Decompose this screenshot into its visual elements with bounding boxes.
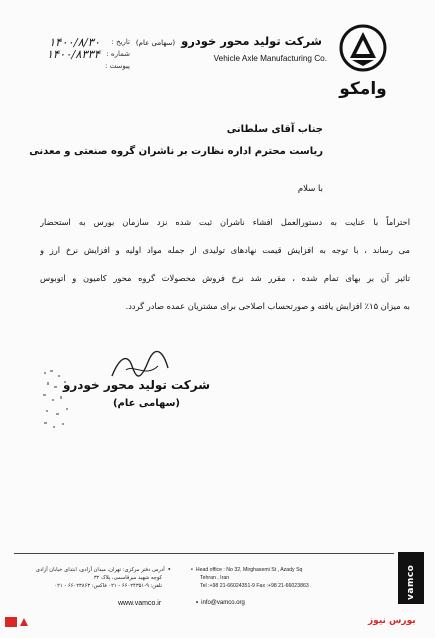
footer-address-fa — [35, 566, 174, 590]
footer-en-line: Tehran , Iran — [200, 575, 230, 581]
footer-en-line: Tel :+98 21-66024351-9 Fax :+98 21-66023863 — [200, 583, 309, 589]
number-label: شماره : — [106, 50, 130, 58]
footer-divider — [14, 553, 394, 554]
body-line: تاثیر آن بر بهای تمام شده ، مقرر شد نرخ فروش محصولات گروه محور کامیون و اتوبوس — [40, 273, 410, 283]
body-line: به میزان ۱۵٪ افزایش یافته و صورتحساب اصلاحی برای مشتریان عمده صادر گردد. — [125, 301, 410, 311]
company-name-fa-suffix: (سهامی عام) — [135, 39, 176, 47]
company-name-en: Vehicle Axle Manufacturing Co. — [213, 54, 327, 63]
attachment-label: پیوست : — [105, 62, 130, 70]
logo-wordmark: وامکو — [339, 79, 387, 99]
email-link[interactable] — [193, 600, 245, 606]
watermark-logo — [4, 614, 34, 630]
side-brand-text: vamco — [406, 564, 416, 600]
number-row — [22, 47, 130, 62]
stamp-smudge — [40, 366, 100, 436]
company-name-fa-text: شرکت تولید محور خودرو — [181, 34, 322, 48]
footer-en-line: Head office : No 32, Mirghasemi St , Azady Sq — [195, 567, 303, 573]
watermark-text: بورس نیوز — [368, 616, 416, 626]
footer-address-en — [188, 566, 388, 590]
body-line: احتراماً با عنایت به دستورالعمل افشاء ناشران ثبت شده نزد سازمان بورس به استحضار — [40, 217, 410, 227]
footer-fa-line: کوچه شهید میرقاسمی، پلاک ۳۲ — [93, 575, 162, 581]
date-value: ۱۴۰۰/۸/۳۰ — [49, 35, 100, 49]
addressee-title: ریاست محترم اداره نظارت بر ناشران گروه صنعتی و معدنی — [29, 146, 323, 157]
date-label: تاریخ : — [111, 38, 130, 46]
body-line: می رساند ، با توجه به افزایش قیمت نهادهای تولیدی از جمله مواد اولیه و افزایش نرخ ارز و — [40, 245, 410, 255]
stamp-company-name: شرکت تولید محور خودرو — [62, 378, 210, 392]
bullet-icon: • — [167, 567, 171, 573]
addressee-name: جناب آقای سلطانی — [226, 124, 323, 135]
company-stamp — [40, 348, 220, 448]
website-link[interactable]: www.vamco.ir — [118, 600, 162, 607]
vamco-logo — [330, 24, 396, 100]
footer-fa-line: تلفن: ۹-۶۶۰۲۴۳۵۱ - ۰۲۱ فاکس: ۶۶۰۲۳۸۶۳ - ۰۲۱ — [54, 583, 162, 589]
side-brand-tab — [398, 552, 424, 604]
number-value: ۱۴۰۰/۸۳۳۴ — [46, 47, 100, 61]
footer-fa-line: آدرس دفتر مرکزی: تهران، میدان آزادی، ابتدای خیابان آزادی — [35, 567, 165, 573]
greeting: با سلام — [297, 184, 323, 194]
bullet-icon: • — [196, 600, 199, 606]
bullet-icon: • — [191, 567, 193, 573]
letter-body — [40, 208, 410, 320]
attachment-row — [22, 62, 130, 74]
letter-meta — [22, 35, 130, 74]
company-name-fa — [135, 34, 322, 48]
stamp-company-type: (سهامی عام) — [112, 398, 180, 409]
email-text: info@vamco.org — [201, 600, 245, 606]
